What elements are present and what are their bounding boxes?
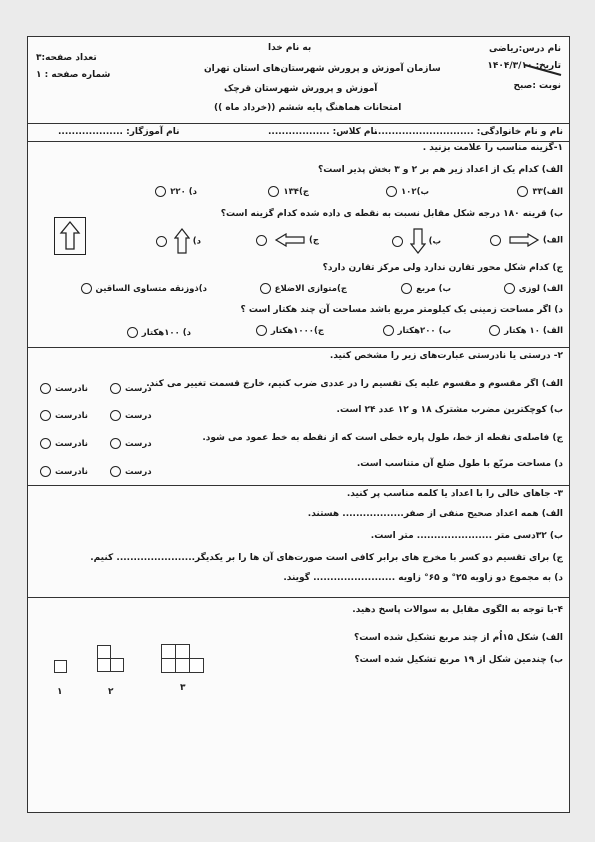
q1a-option-4[interactable] bbox=[155, 186, 197, 197]
option-circle-icon[interactable] bbox=[40, 438, 51, 449]
q1d-option-2[interactable] bbox=[383, 325, 451, 336]
pattern-square bbox=[161, 644, 176, 659]
q1c-text: ج) کدام شکل محور تقارن ندارد ولی مرکز تقارن دارد؟ bbox=[322, 263, 563, 273]
option-circle-icon[interactable] bbox=[268, 186, 279, 197]
q2-item-1-false[interactable] bbox=[40, 383, 88, 394]
false-label: نادرست bbox=[55, 439, 88, 449]
q1c-option-2[interactable] bbox=[401, 283, 451, 294]
q1a-text: الف) کدام یک از اعداد زیر هم بر ۲ و ۳ بخش پذیر است؟ bbox=[317, 165, 563, 175]
q1d-option-4-label: د) ۱۰۰هکتار bbox=[141, 328, 191, 338]
q4-title: ۴-با توجه به الگوی مقابل به سوالات پاسخ دهید. bbox=[352, 605, 563, 615]
subject: نام درس:ریاضی bbox=[488, 44, 561, 54]
up-arrow-icon bbox=[55, 218, 85, 254]
pattern-square bbox=[189, 658, 204, 673]
up-arrow-icon bbox=[174, 227, 190, 255]
pattern-square bbox=[110, 658, 124, 672]
q1c-option-4-label: د)ذوزنقه متساوی الساقین bbox=[95, 284, 207, 294]
exam-sheet bbox=[27, 36, 570, 813]
q1-title: ۱-گزینه مناسب را علامت بزنید . bbox=[422, 143, 563, 153]
student-row-divider bbox=[28, 141, 569, 142]
q1d-option-2-label: ب) ۲۰۰هکتار bbox=[397, 326, 451, 336]
q3-item-2: ب) ۳۲دسی متر ...................... متر است. bbox=[370, 531, 563, 541]
q2-item-2-true[interactable] bbox=[110, 410, 152, 421]
left-arrow-icon bbox=[274, 233, 306, 247]
page-count: تعداد صفحه:۳ bbox=[36, 53, 97, 63]
q1a-option-1[interactable] bbox=[517, 186, 563, 197]
q2-item-4-true[interactable] bbox=[110, 466, 152, 477]
pattern-square bbox=[161, 658, 176, 673]
option-circle-icon[interactable] bbox=[490, 235, 501, 246]
option-circle-icon[interactable] bbox=[110, 438, 121, 449]
option-circle-icon[interactable] bbox=[517, 186, 528, 197]
right-arrow-icon bbox=[508, 233, 540, 247]
q2-item-2-false[interactable] bbox=[40, 410, 88, 421]
exam-shift: نوبت :صبح bbox=[513, 81, 561, 91]
q1a-option-4-label: د) ۲۲۰ bbox=[170, 187, 197, 197]
exam-date: تاریخ: ۱۴۰۴/۳/۱۰ bbox=[487, 61, 561, 71]
q2-item-2: ب) کوچکترین مضرب مشترک ۱۸ و ۱۲ عدد ۲۴ است. bbox=[336, 405, 563, 415]
option-circle-icon[interactable] bbox=[156, 236, 167, 247]
false-label: نادرست bbox=[55, 411, 88, 421]
q1d-option-4[interactable] bbox=[127, 327, 191, 338]
option-circle-icon[interactable] bbox=[392, 236, 403, 247]
basmala: به نام خدا bbox=[268, 43, 312, 53]
reference-shape-box bbox=[54, 217, 86, 255]
q1a-option-2[interactable] bbox=[386, 186, 429, 197]
q1a-option-3[interactable] bbox=[268, 186, 309, 197]
exam-title: امتحانات هماهنگ پایه ششم ((خرداد ماه )) bbox=[214, 103, 402, 113]
q1b-option-3[interactable] bbox=[256, 233, 319, 247]
pattern-square bbox=[97, 658, 111, 672]
q1b-option-1-label: الف) bbox=[542, 235, 563, 246]
true-label: درست bbox=[125, 384, 152, 394]
q1d-option-3[interactable] bbox=[256, 325, 324, 336]
q1b-option-1[interactable] bbox=[490, 233, 563, 247]
q1c-option-2-label: ب) مربع bbox=[416, 284, 451, 294]
option-circle-icon[interactable] bbox=[110, 383, 121, 394]
option-circle-icon[interactable] bbox=[260, 283, 271, 294]
option-circle-icon[interactable] bbox=[386, 186, 397, 197]
page-number: شماره صفحه : ۱ bbox=[36, 70, 111, 80]
header-divider bbox=[28, 123, 569, 124]
down-arrow-icon bbox=[410, 227, 426, 255]
option-circle-icon[interactable] bbox=[383, 325, 394, 336]
q1b-text: ب) قرینه ۱۸۰ درجه شکل مقابل نسبت به نقطه ی داده شده کدام گزینه است؟ bbox=[220, 209, 563, 219]
q1a-option-1-label: الف)۳۳ bbox=[532, 187, 563, 197]
q1b-option-4-label: د) bbox=[192, 236, 201, 247]
true-label: درست bbox=[125, 467, 152, 477]
option-circle-icon[interactable] bbox=[40, 383, 51, 394]
q3-item-3: ج) برای تقسیم دو کسر با مخرج های برابر کافی است صورت‌های آن ها را بر یکدیگر....................... کنیم. bbox=[90, 553, 563, 563]
q1c-option-3-label: ج)متوازی الاضلاع bbox=[274, 284, 347, 294]
option-circle-icon[interactable] bbox=[256, 325, 267, 336]
option-circle-icon[interactable] bbox=[504, 283, 515, 294]
pattern-label-2: ۲ bbox=[108, 687, 114, 697]
corner-mark-icon bbox=[523, 63, 563, 77]
q1d-option-1-label: الف) ۱۰ هکتار bbox=[504, 326, 563, 336]
q2-title: ۲- درستی یا نادرستی عبارت‌های زیر را مشخص کنید. bbox=[329, 351, 563, 361]
q1b-option-2[interactable] bbox=[392, 227, 441, 255]
option-circle-icon[interactable] bbox=[401, 283, 412, 294]
option-circle-icon[interactable] bbox=[40, 466, 51, 477]
q2-divider bbox=[28, 485, 569, 486]
q1d-option-3-label: ج)۱۰۰۰هکتار bbox=[270, 326, 324, 336]
q2-item-3-false[interactable] bbox=[40, 438, 88, 449]
q3-title: ۳- جاهای خالی را با اعداد یا کلمه مناسب پر کنید. bbox=[346, 489, 563, 499]
q1d-text: د) اگر مساحت زمینی یک کیلومتر مربع باشد مساحت آن چند هکتار است ؟ bbox=[240, 305, 563, 315]
q1c-option-3[interactable] bbox=[260, 283, 347, 294]
q2-item-3: ج) فاصله‌ی نقطه از خط، طول پاره خطی است که از نقطه به خط عمود می شود. bbox=[202, 433, 563, 443]
false-label: نادرست bbox=[55, 384, 88, 394]
option-circle-icon[interactable] bbox=[489, 325, 500, 336]
q1c-option-1[interactable] bbox=[504, 283, 563, 294]
q1b-option-3-label: ج) bbox=[308, 235, 319, 246]
pattern-label-1: ۱ bbox=[57, 687, 63, 697]
true-label: درست bbox=[125, 439, 152, 449]
q3-item-4: د) به مجموع دو زاویه ۲۵° و ۶۵° زاویه ........................ گویند. bbox=[283, 573, 563, 583]
org-line-2: آموزش و پرورش شهرستان قرچک bbox=[224, 84, 378, 94]
option-circle-icon[interactable] bbox=[256, 235, 267, 246]
class-field[interactable]: نام کلاس: .................. bbox=[268, 127, 378, 137]
option-circle-icon[interactable] bbox=[110, 466, 121, 477]
q1d-option-1[interactable] bbox=[489, 325, 563, 336]
pattern-square bbox=[175, 644, 190, 659]
q1a-option-2-label: ب)۱۰۲ bbox=[400, 187, 429, 197]
q1c-option-1-label: الف) لوزی bbox=[518, 284, 563, 294]
q2-item-4: د) مساحت مربّع با طول ضلع آن متناسب است. bbox=[356, 459, 563, 469]
pattern-label-3: ۳ bbox=[180, 683, 186, 693]
false-label: نادرست bbox=[55, 467, 88, 477]
option-circle-icon[interactable] bbox=[110, 410, 121, 421]
q2-item-1-true[interactable] bbox=[110, 383, 152, 394]
org-line-1: سازمان آموزش و پرورش شهرستان‌های استان تهران bbox=[204, 64, 441, 74]
q3-item-1: الف) همه اعداد صحیح منفی از صفر.................. هستند. bbox=[307, 509, 563, 519]
q1b-option-2-label: ب) bbox=[428, 236, 441, 247]
option-circle-icon[interactable] bbox=[127, 327, 138, 338]
q2-item-4-false[interactable] bbox=[40, 466, 88, 477]
option-circle-icon[interactable] bbox=[81, 283, 92, 294]
option-circle-icon[interactable] bbox=[155, 186, 166, 197]
q4-item-1: الف) شکل ۱۵اُم از چند مربع تشکیل شده است؟ bbox=[353, 633, 563, 643]
q4-item-2: ب) چندمین شکل از ۱۹ مربع تشکیل شده است؟ bbox=[354, 655, 563, 665]
q1a-option-3-label: ج)۱۳۴ bbox=[283, 187, 309, 197]
true-label: درست bbox=[125, 411, 152, 421]
pattern-square bbox=[97, 645, 111, 659]
pattern-square bbox=[54, 660, 67, 673]
q3-divider bbox=[28, 597, 569, 598]
teacher-field[interactable]: نام آموزگار: ................... bbox=[58, 127, 180, 137]
pattern-square bbox=[175, 658, 190, 673]
q1-divider bbox=[28, 347, 569, 348]
q1c-option-4[interactable] bbox=[81, 283, 207, 294]
q1b-option-4[interactable] bbox=[156, 227, 201, 255]
q2-item-3-true[interactable] bbox=[110, 438, 152, 449]
student-name-field[interactable]: نام و نام خانوادگی: .............................. bbox=[371, 127, 563, 137]
q2-item-1: الف) اگر مقسوم و مقسوم علیه یک تقسیم را در عددی ضرب کنیم، خارج قسمت تغییر می کند. bbox=[146, 379, 563, 389]
option-circle-icon[interactable] bbox=[40, 410, 51, 421]
